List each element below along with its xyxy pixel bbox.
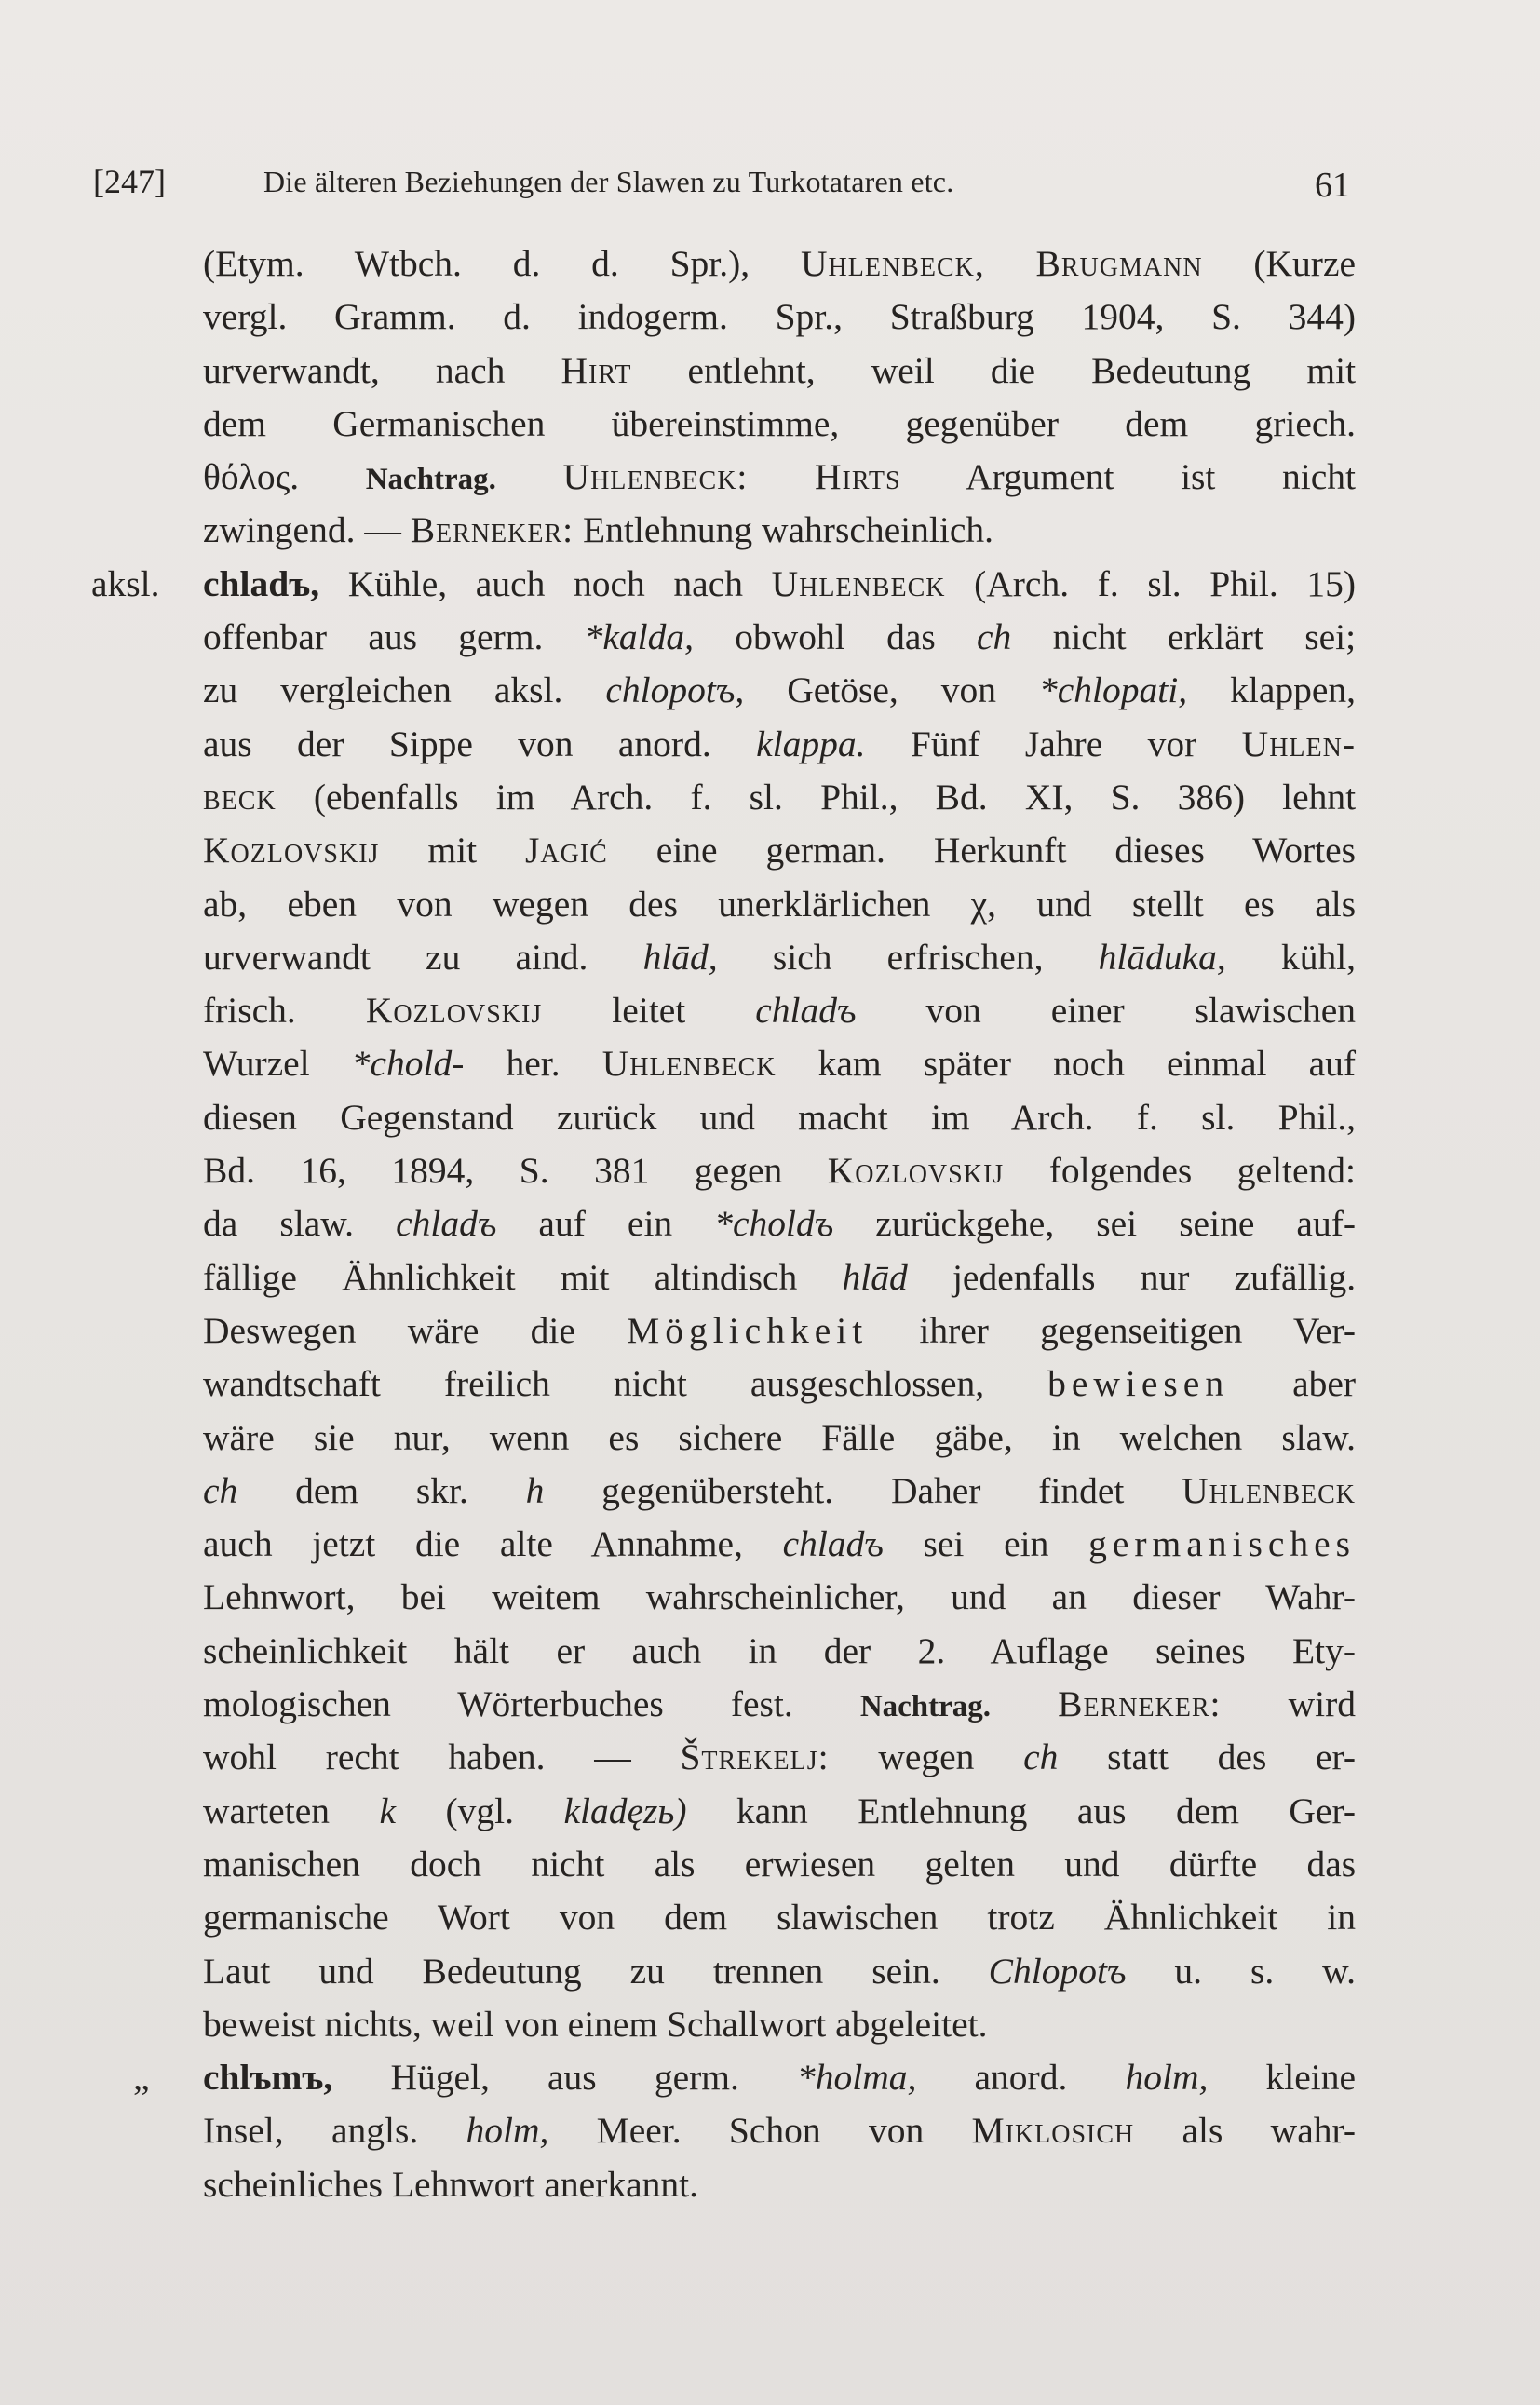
line-text: warteten k (vgl. kladęzь) kann Entlehnung aus dem Ger- [203,1790,1356,1831]
text-line [203,1251,1356,1304]
line-text: (Etym. Wtbch. d. d. Spr.), Uhlenbeck, Brugmann (Kurze [203,243,1357,284]
line-text: Insel, angls. holm, Meer. Schon von Miklosich als wahr- [203,2110,1356,2152]
text-line [203,1412,1356,1465]
line-text: urverwandt zu aind. hlād, sich erfrischen, hlāduka, kühl, [203,936,1357,978]
text-line [203,611,1356,664]
line-text: Kozlovskij mit Jagić eine german. Herkunft dieses Wortes [203,830,1357,871]
text-line [203,1678,1356,1731]
text-line [203,1838,1356,1891]
text-line [203,1358,1356,1411]
text-line [203,451,1356,504]
text-line [91,558,1357,611]
line-text: germanische Wort von dem slawischen trotz Ähnlichkeit in [203,1897,1357,1939]
line-text: wäre sie nur, wenn es sichere Fälle gäbe, in welchen slaw. [203,1416,1357,1458]
text-line [133,2051,1356,2104]
line-text: scheinlichkeit hält er auch in der 2. Auflage seines Ety- [203,1629,1357,1671]
page-number: 61 [1315,166,1350,205]
text-line [203,1571,1356,1624]
text-line [203,984,1356,1037]
text-line [203,1625,1356,1678]
line-text: manischen doch nicht als erwiesen gelten und dürfte das [203,1843,1357,1885]
line-text: zu vergleichen aksl. chlopotъ, Getöse, von *chlopati, klappen, [203,669,1357,711]
line-text: fällige Ähnlichkeit mit altindisch hlād jedenfalls nur zufällig. [203,1256,1357,1298]
line-text: Deswegen wäre die Möglichkeit ihrer gegenseitigen Ver- [203,1309,1357,1351]
line-text: aus der Sippe von anord. klappa. Fünf Jahre vor Uhlen- [203,723,1356,764]
line-text: urverwandt, nach Hirt entlehnt, weil die Bedeutung mit [203,349,1357,391]
line-text: ab, eben von wegen des unerklärlichen χ, und stellt es als [203,883,1357,925]
line-text: offenbar aus germ. *kalda, obwohl das ch nicht erklärt sei; [203,616,1357,658]
line-text: vergl. Gramm. d. indogerm. Spr., Straßburg 1904, S. 344) [203,296,1357,338]
text-line [203,1037,1356,1090]
line-text: auch jetzt die alte Annahme, chladъ sei ein germanisches [203,1523,1357,1565]
line-text: chlъmъ, Hügel, aus germ. *holma, anord. holm, kleine [203,2057,1356,2099]
running-title: Die älteren Beziehungen der Slawen zu Turkotataren etc. [263,165,954,198]
line-text: frisch. Kozlovskij leitet chladъ von einer slawischen [203,990,1356,1032]
line-text: wohl recht haben. — Štrekelj: wegen ch statt des er- [203,1736,1357,1778]
text-line [203,931,1356,984]
line-text: chladъ, Kühle, auch noch nach Uhlenbeck (Arch. f. sl. Phil. 15) [203,562,1357,604]
text-line [203,1518,1356,1571]
text-line [203,1945,1356,1998]
margin-label: aksl. [91,562,160,604]
text-line [203,771,1356,824]
text-line [203,1304,1356,1358]
line-text: Wurzel *chold- her. Uhlenbeck kam später noch einmal auf [203,1043,1357,1085]
line-text: beck (ebenfalls im Arch. f. sl. Phil., Bd. XI, S. 386) lehnt [203,776,1357,817]
line-text: diesen Gegenstand zurück und macht im Arch. f. sl. Phil., [203,1096,1357,1138]
text-line [203,824,1356,877]
text-line [203,2158,1356,2211]
line-text: zwingend. — Berneker: Entlehnung wahrscheinlich. [203,509,993,551]
line-text: ch dem skr. h gegenübersteht. Daher findet Uhlenbeck [203,1469,1356,1511]
line-text: Bd. 16, 1894, S. 381 gegen Kozlovskij folgendes geltend: [203,1150,1357,1192]
text-line [203,237,1356,290]
line-text: θόλος. Nachtrag. Uhlenbeck: Hirts Argument ist nicht [203,456,1357,498]
line-text: da slaw. chladъ auf ein *choldъ zurückgehe, sei seine auf- [203,1203,1356,1245]
line-text: dem Germanischen übereinstimme, gegenüber dem griech. [203,402,1357,444]
line-text: scheinliches Lehnwort anerkannt. [203,2163,698,2205]
margin-label: „ [133,2057,150,2099]
text-line [203,878,1356,931]
text-line [203,504,1356,557]
text-line [203,1091,1356,1144]
line-text: mologischen Wörterbuches fest. Nachtrag. Berneker: wird [203,1683,1356,1725]
line-text: Laut und Bedeutung zu trennen sein. Chlopotъ u. s. w. [203,1950,1357,1992]
text-line [203,1731,1356,1784]
line-text: beweist nichts, weil von einem Schallwort abgeleitet. [203,2003,988,2045]
line-text: wandtschaft freilich nicht ausgeschlossen, bewiesen aber [203,1363,1357,1405]
section-number: [247] [93,163,166,200]
text-line [203,1144,1356,1197]
line-text: Lehnwort, bei weitem wahrscheinlicher, und an dieser Wahr- [203,1576,1357,1618]
text-line [203,1197,1356,1250]
text-line [203,1785,1356,1838]
text-line [203,1998,1356,2051]
text-line [203,1891,1356,1944]
text-line [203,345,1356,398]
body-text [91,237,1357,2211]
text-line [203,2104,1356,2157]
text-line [203,718,1356,771]
running-header [93,154,1359,209]
text-line [203,1465,1356,1518]
text-line [203,290,1356,344]
text-line [203,664,1356,717]
text-line [203,398,1356,451]
